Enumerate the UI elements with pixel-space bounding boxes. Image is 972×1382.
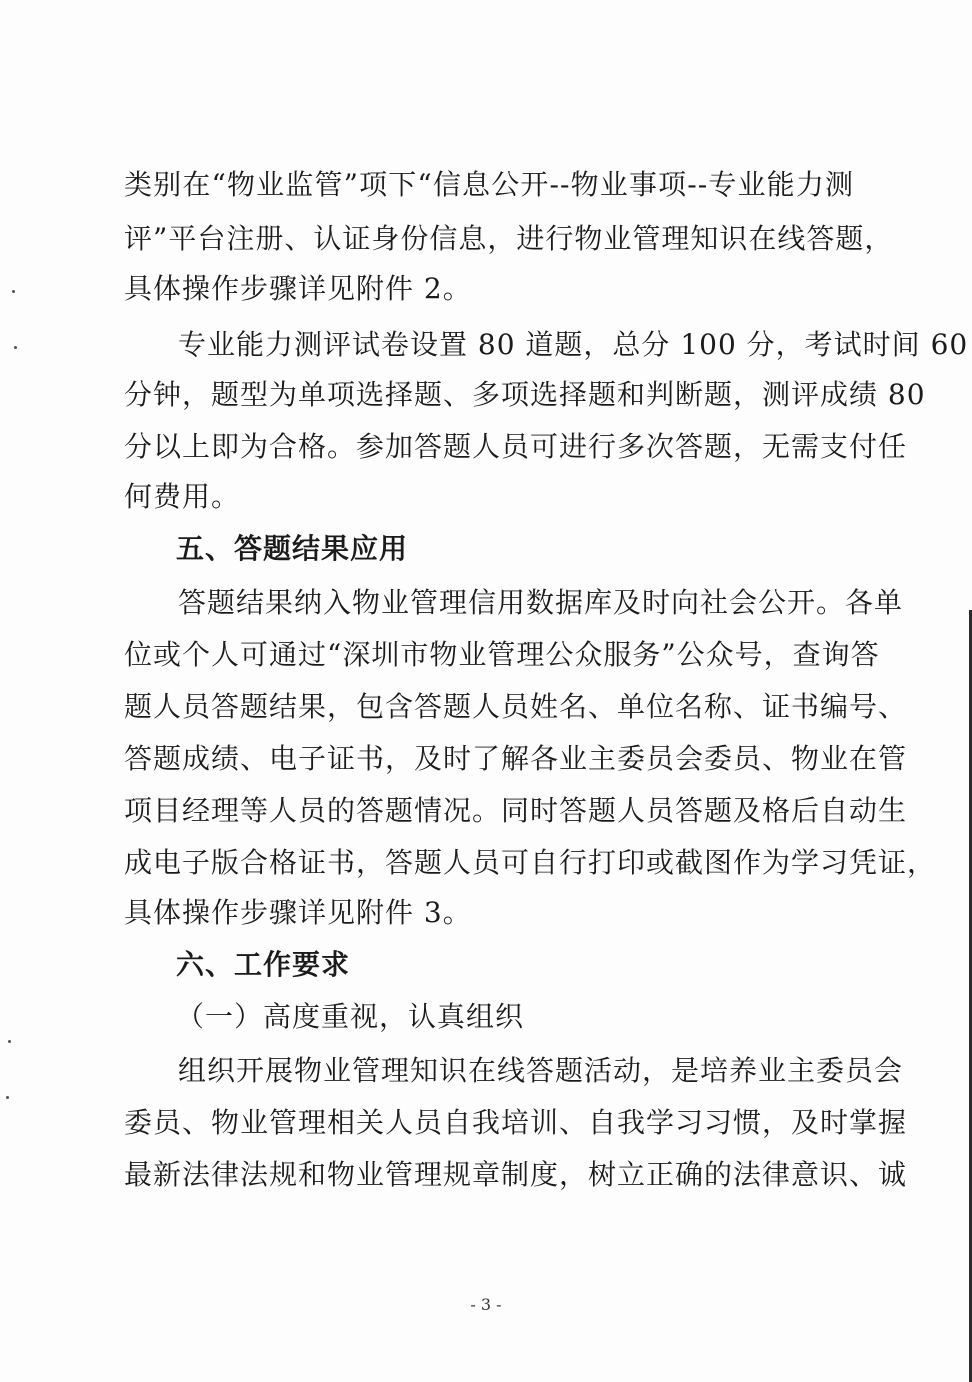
paragraph-line: 答题结果纳入物业管理信用数据库及时向社会公开。各单 (178, 586, 904, 619)
paragraph-line: 答题成绩、电子证书，及时了解各业主委员会委员、物业在管 (124, 742, 908, 775)
scan-speck (14, 346, 17, 349)
paragraph-line: 何费用。 (124, 480, 241, 513)
paragraph-line: 委员、物业管理相关人员自我培训、自我学习习惯，及时掌握 (124, 1106, 908, 1139)
scan-speck (8, 1040, 11, 1043)
paragraph-line: 类别在“物业监管”项下“信息公开--物业事项--专业能力测 (124, 168, 854, 201)
subsection-heading: （一）高度重视，认真组织 (176, 1000, 525, 1033)
paragraph-line: 项目经理等人员的答题情况。同时答题人员答题及格后自动生 (124, 794, 908, 827)
paragraph-line: 位或个人可通过“深圳市物业管理公众服务”公众号，查询答 (124, 638, 880, 671)
scan-speck (6, 1096, 9, 1099)
paragraph-line: 最新法律法规和物业管理规章制度，树立正确的法律意识、诚 (124, 1158, 908, 1191)
paragraph-line: 具体操作步骤详见附件 2。 (124, 272, 472, 305)
paragraph-line: 评”平台注册、认证身份信息，进行物业管理知识在线答题， (124, 222, 894, 255)
scan-speck (12, 290, 15, 293)
paragraph-line: 专业能力测评试卷设置 80 道题，总分 100 分，考试时间 60 (178, 328, 969, 361)
section-heading: 五、答题结果应用 (176, 532, 409, 565)
paragraph-line: 成电子版合格证书，答题人员可自行打印或截图作为学习凭证， (124, 846, 937, 879)
paragraph-line: 分以上即为合格。参加答题人员可进行多次答题，无需支付任 (124, 430, 908, 463)
paragraph-line: 题人员答题结果，包含答题人员姓名、单位名称、证书编号、 (124, 690, 908, 723)
paragraph-line: 组织开展物业管理知识在线答题活动，是培养业主委员会 (178, 1054, 904, 1087)
page-number: - 3 - (470, 1295, 502, 1314)
paragraph-line: 具体操作步骤详见附件 3。 (124, 896, 472, 929)
section-heading: 六、工作要求 (176, 948, 351, 981)
paragraph-line: 分钟，题型为单项选择题、多项选择题和判断题，测评成绩 80 (124, 378, 926, 411)
